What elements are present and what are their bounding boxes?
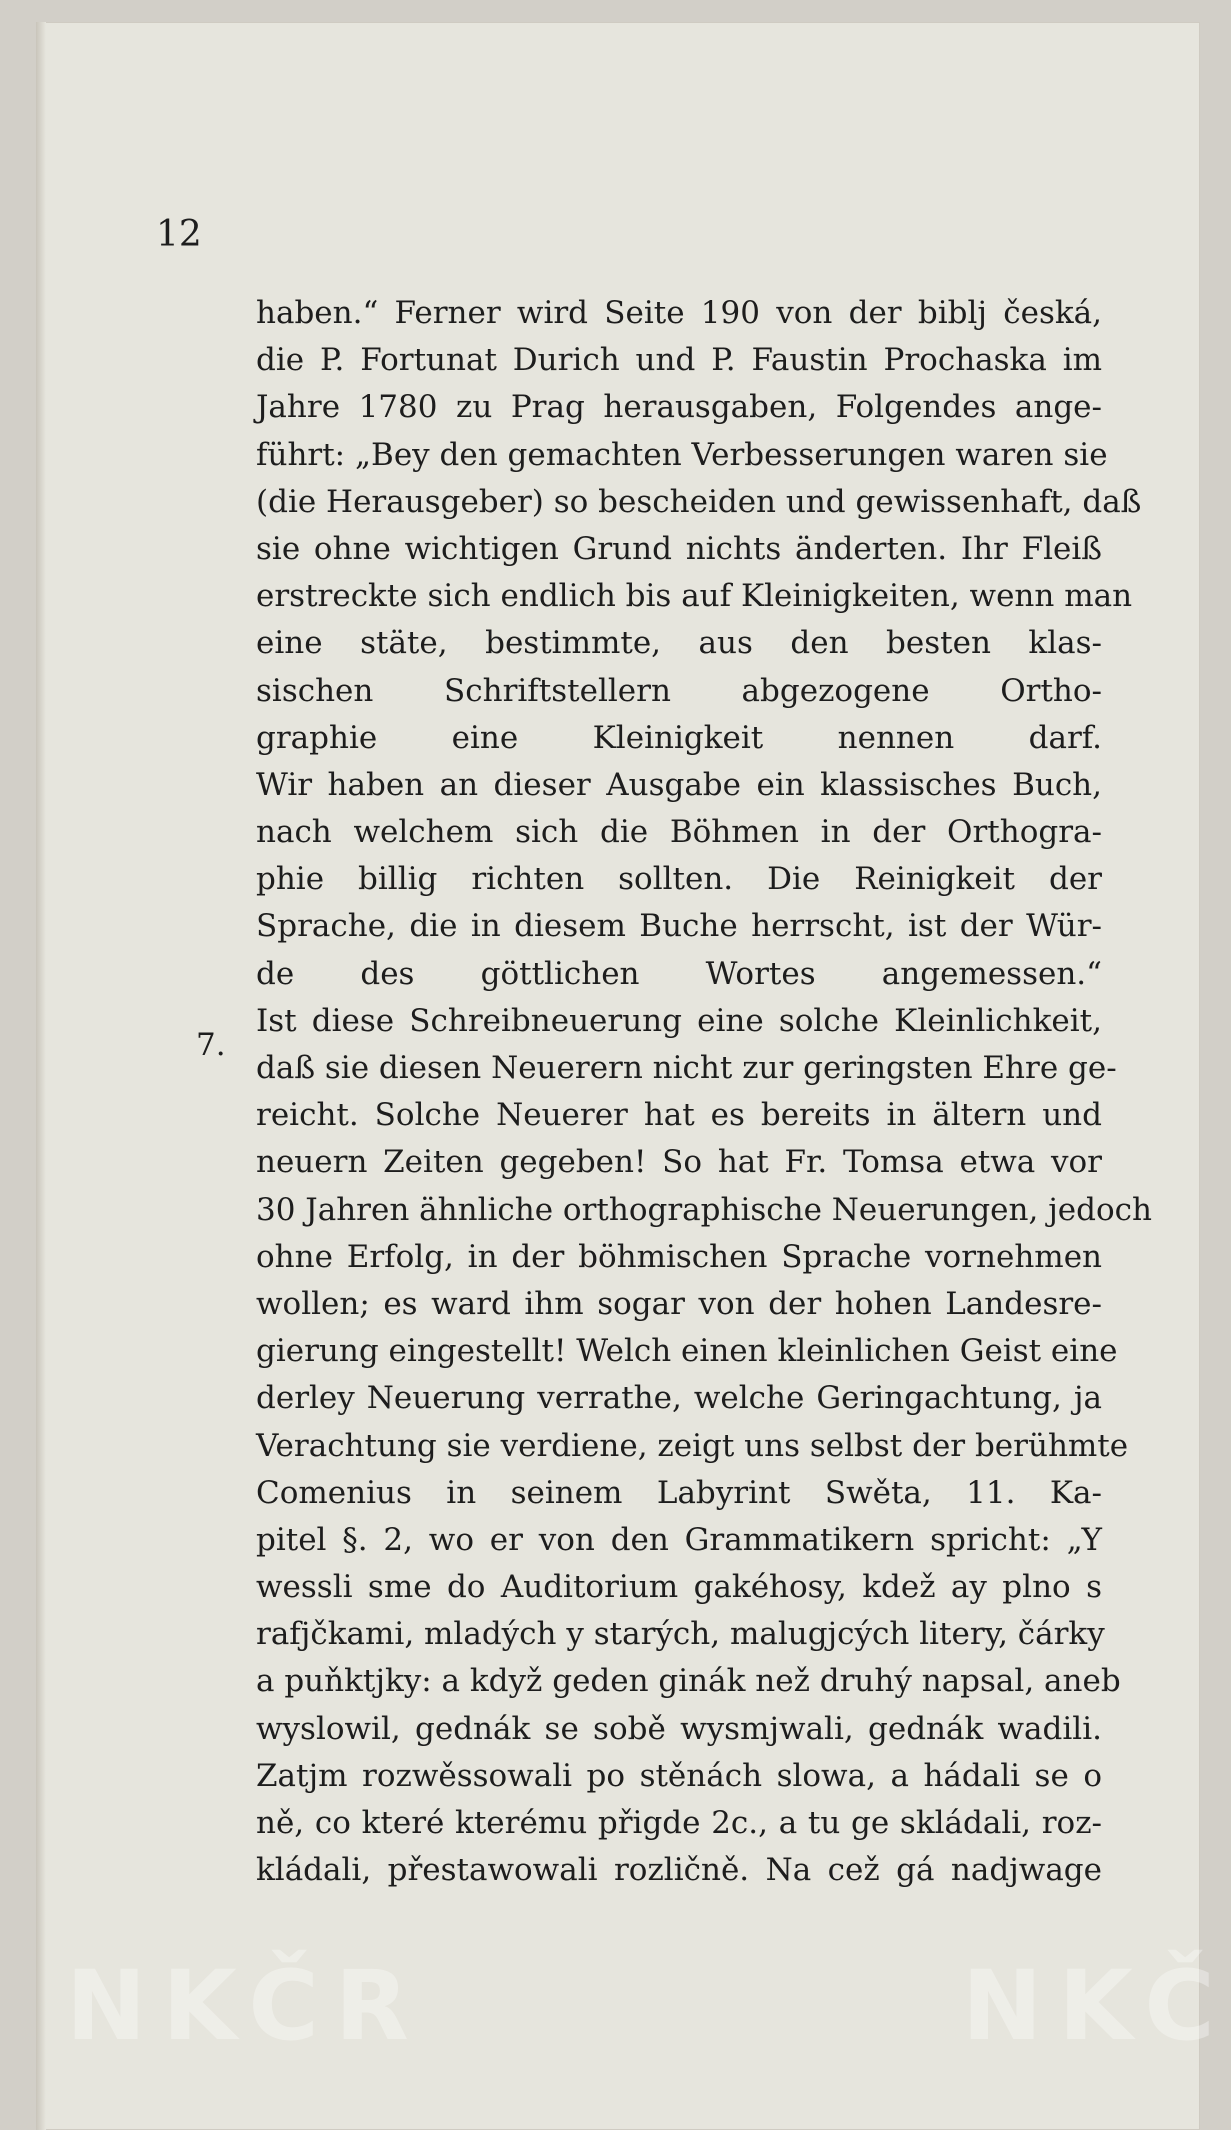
- text-line: Jahre 1780 zu Prag herausgaben, Folgendes ange-: [256, 389, 1102, 426]
- text-line: ohne Erfolg, in der böhmischen Sprache vornehmen: [256, 1238, 1102, 1275]
- page-number: 12: [156, 214, 202, 255]
- text-line: Sprache, die in diesem Buche herrscht, ist der Wür-: [256, 908, 1102, 945]
- text-line: Wir haben an dieser Ausgabe ein klassisches Buch,: [256, 766, 1102, 803]
- text-line: führt: „Bey den gemachten Verbesserungen waren sie: [256, 436, 1108, 473]
- text-line: Verachtung sie verdiene, zeigt uns selbst der berühmte: [256, 1427, 1129, 1464]
- body-text: [256, 290, 1152, 1894]
- text-line: nach welchem sich die Böhmen in der Orthogra-: [256, 814, 1102, 851]
- text-line: wessli sme do Auditorium gakéhosy, kdež ay plno s: [256, 1569, 1102, 1606]
- text-line: daß sie diesen Neuerern nicht zur geringsten Ehre ge-: [256, 1050, 1117, 1086]
- text-line: phie billig richten sollten. Die Reinigkeit der: [256, 861, 1102, 898]
- text-line: 30 Jahren ähnliche orthographische Neuerungen, jedoch: [256, 1191, 1152, 1228]
- text-line: (die Herausgeber) so bescheiden und gewissenhaft, daß: [256, 483, 1142, 520]
- page-binding-edge: [36, 22, 46, 2130]
- text-line: kládali, přestawowali rozličně. Na cež gá nadjwage: [256, 1852, 1102, 1889]
- text-line: pitel §. 2, wo er von den Grammatikern spricht: „Y: [256, 1521, 1102, 1558]
- text-line: neuern Zeiten gegeben! So hat Fr. Tomsa etwa vor: [256, 1144, 1102, 1181]
- text-line: de des göttlichen Wortes angemessen.“: [256, 955, 1102, 992]
- text-line: die P. Fortunat Durich und P. Faustin Prochaska im: [256, 342, 1102, 379]
- text-line: wyslowil, gednák se sobě wysmjwali, gednák wadili.: [256, 1710, 1102, 1747]
- text-line: gierung eingestellt! Welch einen kleinlichen Geist eine: [256, 1333, 1118, 1370]
- text-line: eine stäte, bestimmte, aus den besten klas-: [256, 625, 1102, 662]
- list-marker: 7.: [196, 1027, 226, 1063]
- text-line: sischen Schriftstellern abgezogene Ortho-: [256, 672, 1102, 709]
- text-line: graphie eine Kleinigkeit nennen darf.: [256, 719, 1102, 756]
- text-line: Comenius in seinem Labyrint Swěta, 11. Ka-: [256, 1474, 1102, 1511]
- text-line: Zatjm rozwěssowali po stěnách slowa, a hádali se o: [256, 1757, 1102, 1794]
- text-line: derley Neuerung verrathe, welche Geringachtung, ja: [256, 1380, 1102, 1417]
- text-line: rafjčkami, mladých y starých, malugjcých litery, čárky: [256, 1616, 1105, 1653]
- watermark-left: NKČR: [66, 1950, 425, 2062]
- text-line: ně, co které kterému přigde 2c., a tu ge skládali, roz-: [256, 1805, 1102, 1841]
- text-line: wollen; es ward ihm sogar von der hohen Landesre-: [256, 1285, 1102, 1322]
- text-line: a puňktjky: a když geden ginák než druhý napsal, aneb: [256, 1663, 1121, 1700]
- watermark-right: NKČ: [962, 1950, 1231, 2062]
- text-line: sie ohne wichtigen Grund nichts änderten. Ihr Fleiß: [256, 530, 1102, 567]
- text-line: erstreckte sich endlich bis auf Kleinigkeiten, wenn man: [256, 578, 1133, 615]
- text-line: Ist diese Schreibneuerung eine solche Kleinlichkeit,: [256, 1002, 1102, 1039]
- text-line: haben.“ Ferner wird Seite 190 von der biblj česká,: [256, 295, 1102, 331]
- text-line: reicht. Solche Neuerer hat es bereits in ältern und: [256, 1097, 1102, 1134]
